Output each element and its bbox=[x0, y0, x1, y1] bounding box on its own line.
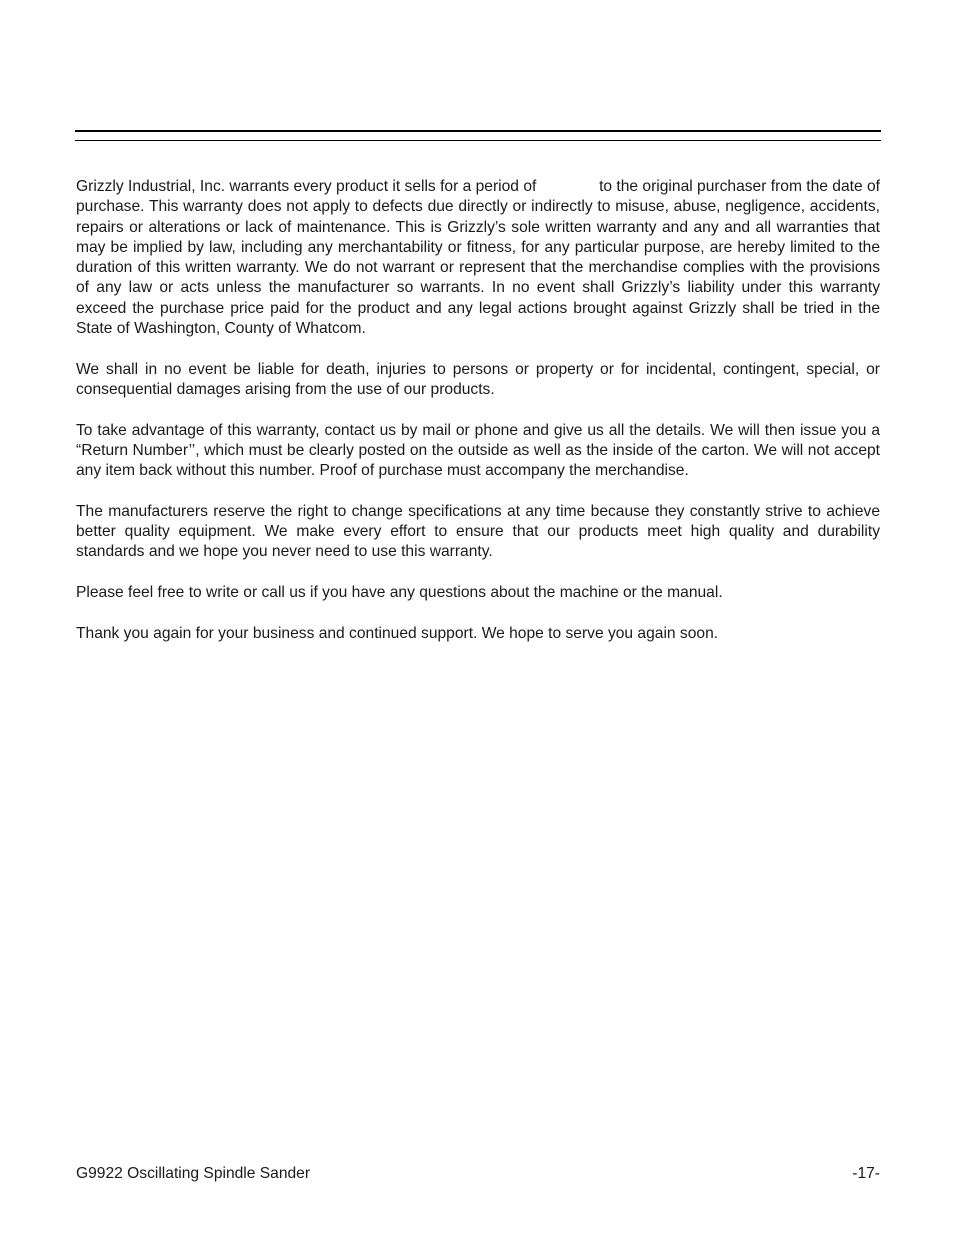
warranty-paragraph-liability: We shall in no event be liable for death, injuries to persons or property or for incidental, contingent, special, or consequential damages arising from the use of our products. bbox=[76, 360, 880, 398]
footer-title: G9922 Oscillating Spindle Sander bbox=[76, 1165, 311, 1182]
header-rule-thick bbox=[75, 130, 881, 132]
warranty-paragraph-thanks: Thank you again for your business and continued support. We hope to serve you again soon. bbox=[76, 624, 719, 642]
warranty-paragraph-return: To take advantage of this warranty, contact us by mail or phone and give us all the details. We will then issue you a “Return Number’’, which must be clearly posted on the outside as well as the inside of the carton. We will not accept any item back without this number. Proof of purchase must accompany the merchandise. bbox=[76, 421, 880, 480]
warranty-paragraph-terms bbox=[76, 177, 880, 339]
warranty-paragraph-specifications: The manufacturers reserve the right to change specifications at any time because they constantly strive to achieve better quality equipment. We make every effort to ensure that our products meet high quality and durability standards and we hope you never need to use this warranty. bbox=[76, 502, 880, 561]
footer-page-number: -17- bbox=[852, 1165, 880, 1182]
warranty-terms-rest: to the original purchaser from the date of purchase. This warranty does not apply to defects due directly or indirectly to misuse, abuse, negligence, accidents, repairs or alterations or lack of maintenance. This is Grizzly’s sole written warranty and any and all warranties that may be implied by law, including any merchantability or fitness, for any particular purpose, are hereby limited to the duration of this written warranty. We do not warrant or represent that the merchandise complies with the provisions of any law or acts unless the manufacturer so warrants. In no event shall Grizzly’s liability under this warranty exceed the purchase price paid for the product and any legal actions brought against Grizzly shall be tried in the State of Washington, County of Whatcom. bbox=[76, 178, 880, 338]
header-rule-thin bbox=[75, 140, 881, 141]
warranty-body bbox=[76, 177, 880, 664]
warranty-paragraph-contact: Please feel free to write or call us if you have any questions about the machine or the manual. bbox=[76, 583, 723, 601]
warranty-terms-intro: Grizzly Industrial, Inc. warrants every product it sells for a period of bbox=[76, 178, 537, 195]
